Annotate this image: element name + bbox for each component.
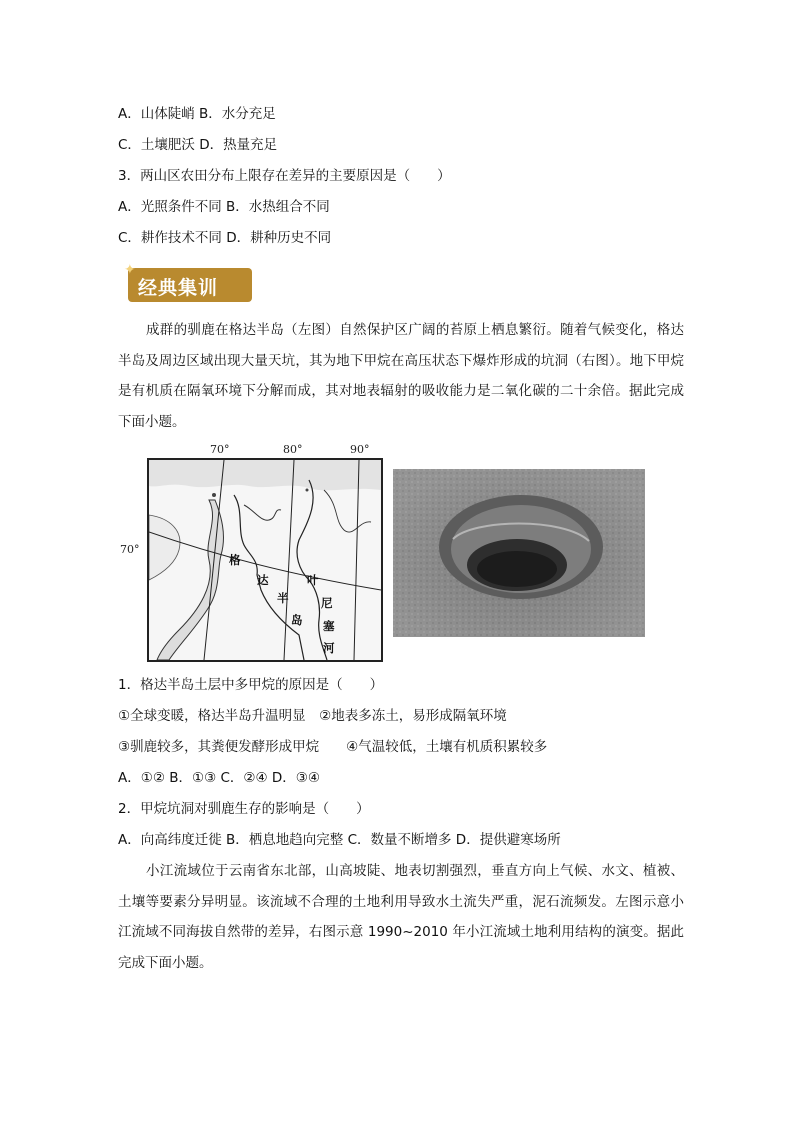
- option-line: C．土壤肥沃 D．热量充足: [118, 137, 278, 153]
- lat-label: 70°: [120, 543, 140, 556]
- map-label-peninsula: 格: [229, 553, 241, 567]
- crater-image: [393, 469, 645, 637]
- lon-label: 80°: [283, 443, 303, 456]
- map-label-river: 河: [323, 641, 335, 655]
- option-line: A．向高纬度迁徙 B．栖息地趋向完整 C．数量不断增多 D．提供避寒场所: [118, 832, 561, 848]
- option-line: A．①② B．①③ C．②④ D．③④: [118, 770, 321, 786]
- passage-2: 小江流域位于云南省东北部，山高坡陡、地表切割强烈，垂直方向上气候、水文、植被、土壤等要素分异明显。该流域不合理的土地利用导致水土流失严重，泥石流频发。左图示意小江流域不同海拔自然带的差异，右图示意 1990~2010 年小江流域土地利用结构的演变。据此完成下面小题。: [118, 863, 684, 971]
- section-title: 经典集训: [138, 277, 219, 299]
- question-2-stem: 2．甲烷坑洞对驯鹿生存的影响是（ ）: [118, 801, 370, 817]
- sparkle-icon: ✦: [124, 262, 136, 278]
- lon-label: 90°: [350, 443, 370, 456]
- lon-label: 70°: [210, 443, 230, 456]
- map-label-peninsula: 达: [257, 573, 269, 587]
- option-line: A．光照条件不同 B．水热组合不同: [118, 199, 330, 215]
- section-badge: [124, 262, 252, 302]
- map-label-river: 尼: [321, 596, 333, 610]
- map-label-peninsula: 岛: [291, 613, 303, 627]
- methane-crater-photo: [393, 469, 645, 637]
- map-label-river: 塞: [323, 619, 335, 633]
- question-1-stem: 1．格达半岛土层中多甲烷的原因是（ ）: [118, 677, 384, 693]
- passage-1: 成群的驯鹿在格达半岛（左图）自然保护区广阔的苔原上栖息繁衍。随着气候变化，格达半岛及周边区域出现大量天坑，其为地下甲烷在高压状态下爆炸形成的坑洞（右图）。地下甲烷是有机质在隔氧环境下分解而成，其对地表辐射的吸收能力是二氧化碳的二十余倍。据此完成下面小题。: [118, 322, 684, 430]
- choices-line: ①全球变暖，格达半岛升温明显 ②地表多冻土，易形成隔氧环境: [118, 708, 507, 724]
- question-3-stem: 3．两山区农田分布上限存在差异的主要原因是（ ）: [118, 168, 451, 184]
- gyda-peninsula-map: [147, 458, 383, 662]
- map-drawing: [149, 460, 381, 660]
- map-label-peninsula: 半: [277, 591, 289, 605]
- option-line: A．山体陡峭 B．水分充足: [118, 106, 276, 122]
- option-line: C．耕作技术不同 D．耕种历史不同: [118, 230, 332, 246]
- choices-line: ③驯鹿较多，其粪便发酵形成甲烷 ④气温较低，土壤有机质积累较多: [118, 739, 548, 755]
- map-label-river: 叶: [307, 573, 319, 587]
